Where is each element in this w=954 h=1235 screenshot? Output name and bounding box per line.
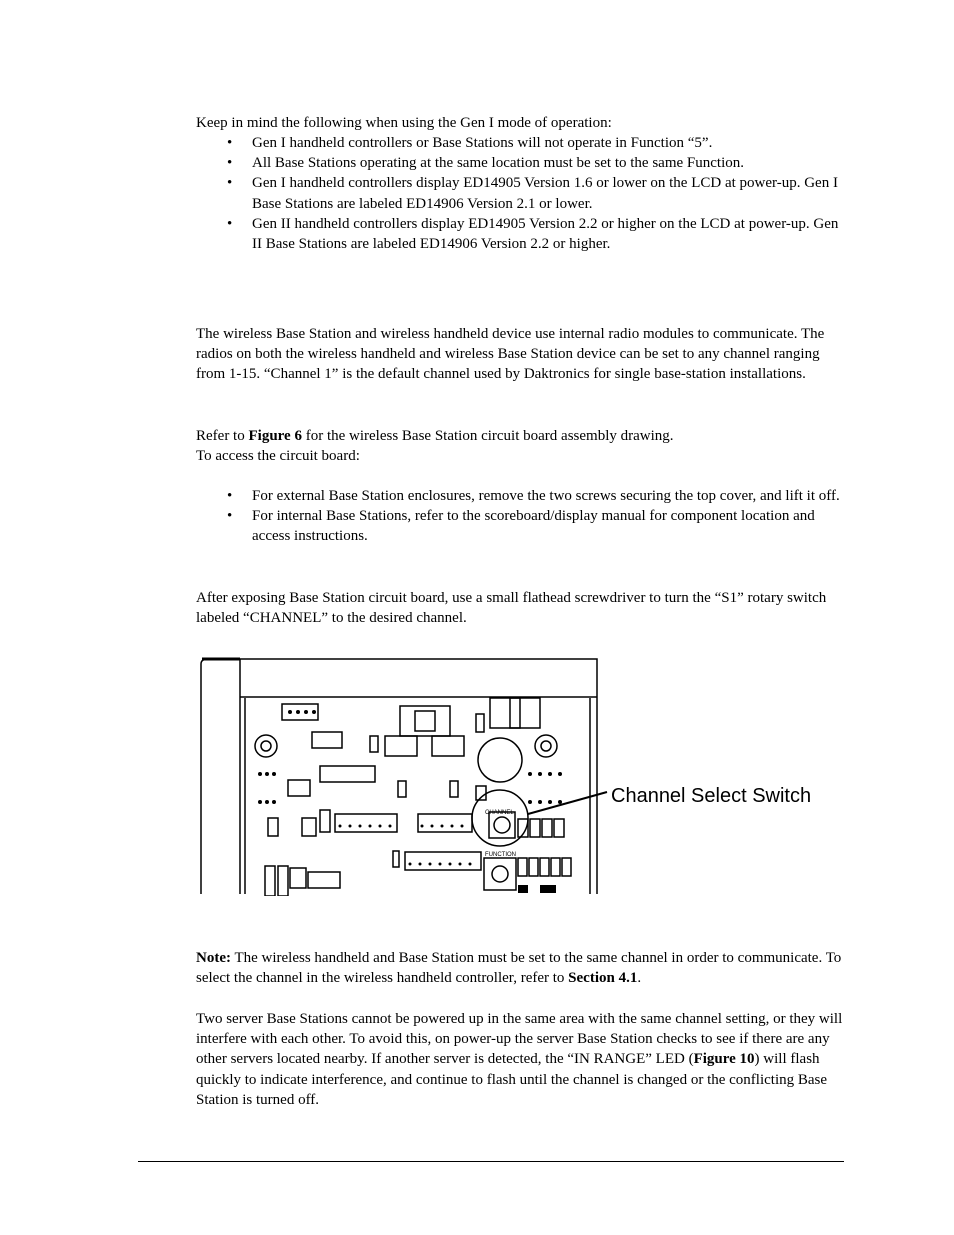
note-label: Note: — [196, 950, 231, 966]
list-item: • For internal Base Stations, refer to the scoreboard/display manual for component location and access instructions. — [227, 508, 815, 545]
section-reference: Section 4.1 — [568, 970, 638, 987]
note-paragraph: Note: The wireless handheld and Base Station must be set to the same channel in order to communicate. To select the channel in the wireless handheld controller, refer to Section 4.1. — [196, 950, 842, 987]
list-item: • For external Base Station enclosures, remove the two screws securing the top cover, and lift it off. — [227, 488, 840, 504]
channel-board-label: CHANNEL — [485, 810, 514, 816]
gen-mode-list — [196, 133, 846, 254]
list-item: • Gen II handheld controllers display ED14905 Version 2.2 or higher on the LCD at power-up. Gen II Base Stations are labeled ED14906 Version 2.2 or higher. — [227, 215, 839, 253]
circuit-board-figure — [200, 656, 840, 896]
servers-paragraph: Two server Base Stations cannot be powered up in the same area with the same channel setting, or they will interfere with each other. To avoid this, on power-up the server Base Station checks to see if there are any other servers located nearby. If another server is detected, the “IN RANGE” LED (Figure 10) will flash quickly to indicate interference, and continue to flash until the channel is changed or the conflicting Base Station is turned off. — [196, 1011, 843, 1108]
access-list — [196, 486, 846, 547]
intro-text: Keep in mind the following when using the Gen I mode of operation: — [196, 115, 612, 131]
list-item: • Gen I handheld controllers or Base Stations will not operate in Function “5”. — [227, 135, 713, 151]
refer-paragraph: Refer to Figure 6 for the wireless Base Station circuit board assembly drawing. To access the circuit board: — [196, 428, 674, 465]
list-item: • Gen I handheld controllers display ED14905 Version 1.6 or lower on the LCD at power-up. Gen I Base Stations are labeled ED14906 Version 2.1 or lower. — [227, 175, 838, 212]
footer-rule — [138, 1161, 844, 1162]
radio-paragraph: The wireless Base Station and wireless handheld device use internal radio modules to communicate. The radios on both the wireless handheld and wireless Base Station device can be set to any channel ranging from 1-15. “Channel 1” is the default channel used by Daktronics for single base-station installations. — [196, 326, 825, 383]
circuit-board-drawing — [200, 656, 840, 896]
channel-select-callout: Channel Select Switch — [611, 785, 812, 807]
list-item: • All Base Stations operating at the same location must be set to the same Function. — [227, 155, 744, 172]
after-paragraph: After exposing Base Station circuit board, use a small flathead screwdriver to turn the “S1” rotary switch labeled “CHANNEL” to the desired channel. — [196, 590, 827, 627]
figure-reference: Figure 6 — [248, 428, 302, 444]
function-board-label: FUNCTION — [485, 852, 516, 858]
figure-reference: Figure 10 — [693, 1051, 755, 1068]
